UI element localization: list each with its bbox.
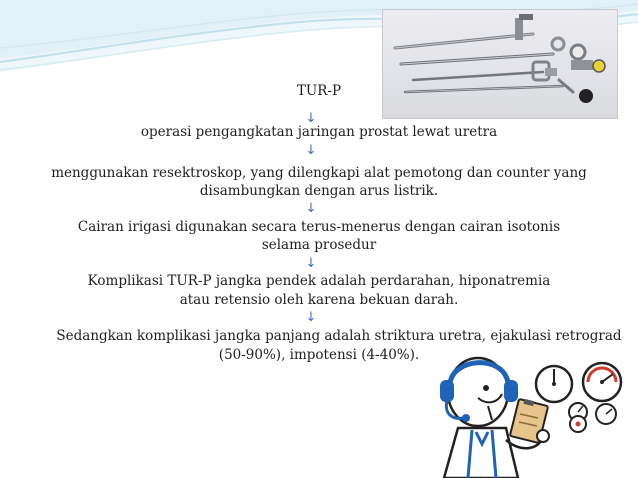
arrow-down-icon: ↓ <box>305 111 317 126</box>
person-icon <box>440 358 549 478</box>
step-2-text-line-2: disambungkan dengan arus listrik. <box>199 183 439 199</box>
gauge-icon <box>536 366 572 402</box>
slide-title: TUR-P <box>296 83 342 99</box>
step-1-text: operasi pengangkatan jaringan prostat lewat uretra <box>140 124 498 140</box>
step-3-text-line-1: Cairan irigasi digunakan secara terus-menerus dengan cairan isotonis <box>77 219 561 235</box>
cartoon-worker-illustration <box>422 344 638 478</box>
resectoscope-photo <box>383 10 617 118</box>
step-5-text-line-2: (50-90%), impotensi (4-40%). <box>218 347 420 363</box>
arrow-down-icon: ↓ <box>305 256 317 271</box>
step-4-text-line-1: Komplikasi TUR-P jangka pendek adalah perdarahan, hiponatremia <box>87 273 551 289</box>
step-5-text-line-1: Sedangkan komplikasi jangka panjang adalah striktura uretra, ejakulasi retrograd <box>56 328 622 344</box>
arrow-down-icon: ↓ <box>305 201 317 216</box>
step-2-text-line-1: menggunakan resektroskop, yang dilengkapi alat pemotong dan counter yang <box>51 165 587 181</box>
step-4-text-line-2: atau retensio oleh karena bekuan darah. <box>179 292 459 308</box>
arrow-down-icon: ↓ <box>305 310 317 325</box>
gauge-icon <box>583 363 621 401</box>
arrow-down-icon: ↓ <box>305 143 317 158</box>
step-3-text-line-2: selama prosedur <box>261 237 377 253</box>
gauge-icon <box>596 404 616 424</box>
gauge-icon <box>570 416 586 432</box>
